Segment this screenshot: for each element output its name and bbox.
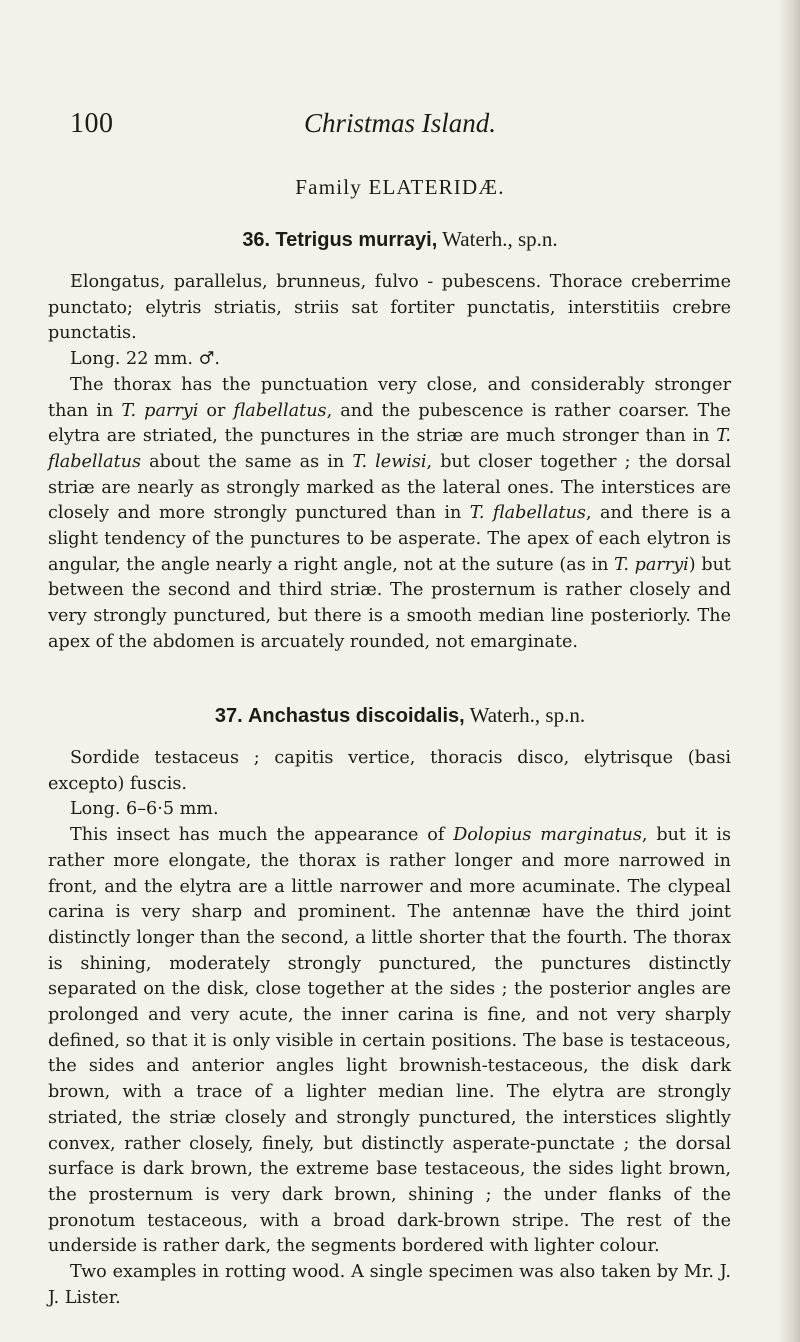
- page-edge-shadow: [778, 0, 800, 1342]
- family-heading: Family ELATERIDÆ.: [295, 175, 505, 199]
- notes-text: , but closer together ; the dorsal striæ are nearly as strongly marked as the lateral ones. The interstices are closely and more strongly punctured than in: [48, 451, 731, 524]
- running-title: Christmas Island.: [303, 108, 497, 138]
- species-name: Tetrigus murrayi,: [275, 229, 438, 251]
- notes-text: The thorax has the punctuation very close, and considerably stronger than in: [48, 374, 731, 421]
- material-examined: Two examples in rotting wood. A single specimen was also taken by Mr. J. J. Lister.: [48, 1262, 731, 1308]
- taxon-name: T. flabellatus: [48, 426, 731, 472]
- taxon-name: Dolopius marginatus: [453, 825, 642, 846]
- notes-text: , and there is a slight tendency of the punctures to be asperate. The apex of each elytron is angular, the angle nearly a right angle, not at the suture (as in: [48, 503, 732, 575]
- notes-text: about the same as in: [141, 451, 353, 472]
- taxon-name: flabellatus: [233, 400, 327, 421]
- notes-text: ) but between the second and third striæ. The prosternum is rather closely and very strongly punctured, but there is a smooth median line posteriorly. The apex of the abdomen is arcuately rounded, not emarginate.: [48, 554, 732, 652]
- taxon-name: T. flabellatus: [469, 503, 586, 524]
- taxon-name: T. parryi: [121, 400, 199, 421]
- species-name: Anchastus discoidalis,: [247, 705, 465, 727]
- taxon-name: T. parryi: [614, 554, 689, 575]
- page-number: 100: [70, 108, 114, 139]
- species-37-body: [48, 746, 731, 1311]
- notes-text: , but it is rather more elongate, the thorax is rather longer and more narrowed in front, and the elytra are a little narrower and more acuminate. The clypeal carina is very sharp and prominent. The antennæ have the third joint distinctly longer than the second, a little shorter that the fourth. The thorax is shining, moderately strongly punctured, the punctures distinctly separated on the disk, close together at the sides ; the posterior angles are prolonged and very acute, the inner carina is fine, and not very sharply defined, so that it is only visible in certain positions. The base is testaceous, the sides and anterior angles light brownish-testaceous, the disk dark brown, with a trace of a lighter median line. The elytra are strongly striated, the striæ closely and strongly punctured, the interstices slightly convex, rather closely, finely, but distinctly asperate-punctate ; the dorsal surface is dark brown, the extreme base testaceous, the sides light brown, the prosternum is very dark brown, shining ; the under flanks of the pronotum testaceous, with a broad dark-brown stripe. The rest of the underside is rather dark, the segments bordered with lighter colour.: [48, 825, 732, 1257]
- species-authority: Waterh., sp.n.: [442, 227, 558, 251]
- species-notes: [48, 373, 731, 656]
- notes-text: or: [198, 400, 234, 421]
- species-heading-36: [70, 227, 730, 252]
- species-authority: Waterh., sp.n.: [469, 703, 586, 727]
- notes-text: This insect has much the appearance of: [70, 825, 454, 846]
- length-measure: Long. 22 mm. ♂.: [70, 349, 220, 370]
- species-36-body: [48, 270, 731, 656]
- species-notes: [48, 823, 731, 1260]
- species-number: 36.: [242, 229, 271, 251]
- length-measure: Long. 6–6·5 mm.: [70, 799, 219, 820]
- species-heading-37: [70, 703, 730, 728]
- notes-text: , and the pubescence is rather coarser. The elytra are striated, the punctures in the striæ are much stronger than in: [48, 400, 731, 447]
- latin-description: Elongatus, parallelus, brunneus, fulvo - pubescens. Thorace creberrime punctato; elytris striatis, striis sat fortiter punctatis, interstitiis crebre punctatis.: [48, 272, 731, 344]
- running-header: [70, 108, 730, 142]
- species-number: 37.: [214, 705, 243, 727]
- taxon-name: T. lewisi: [352, 451, 427, 472]
- latin-description: Sordide testaceus ; capitis vertice, thoracis disco, elytrisque (basi excepto) fuscis.: [48, 748, 731, 794]
